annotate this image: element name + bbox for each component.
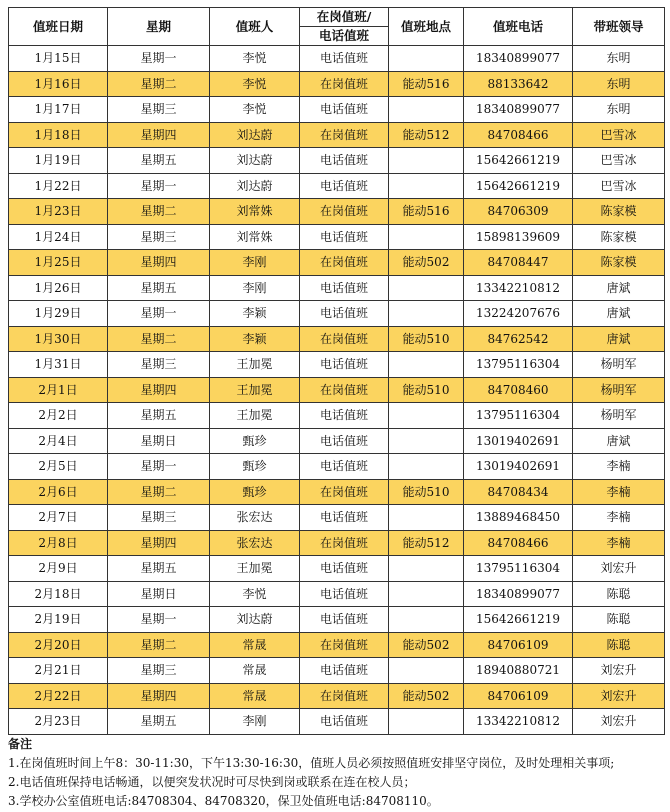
cell-weekday: 星期四: [108, 683, 210, 709]
cell-mode: 在岗值班: [300, 326, 389, 352]
cell-location: 能动510: [389, 479, 464, 505]
cell-phone: 18340899077: [464, 581, 573, 607]
cell-phone: 13019402691: [464, 428, 573, 454]
cell-date: 1月26日: [9, 275, 108, 301]
cell-person: 刘常姝: [210, 199, 300, 225]
cell-person: 张宏达: [210, 530, 300, 556]
cell-location: [389, 352, 464, 378]
cell-location: [389, 275, 464, 301]
table-row: [9, 122, 665, 148]
cell-leader: 杨明军: [573, 403, 665, 429]
cell-date: 2月22日: [9, 683, 108, 709]
cell-person: 王加冕: [210, 377, 300, 403]
cell-mode: 电话值班: [300, 454, 389, 480]
cell-leader: 刘宏升: [573, 709, 665, 735]
cell-date: 1月25日: [9, 250, 108, 276]
cell-person: 常晟: [210, 632, 300, 658]
cell-weekday: 星期一: [108, 607, 210, 633]
cell-weekday: 星期四: [108, 377, 210, 403]
cell-leader: 刘宏升: [573, 556, 665, 582]
cell-leader: 巴雪冰: [573, 173, 665, 199]
cell-person: 刘达蔚: [210, 148, 300, 174]
note-item-3: 3.学校办公室值班电话:84708304、84708320，保卫处值班电话:84708110。: [8, 794, 439, 808]
cell-leader: 东明: [573, 71, 665, 97]
cell-phone: 13795116304: [464, 403, 573, 429]
cell-phone: 15642661219: [464, 173, 573, 199]
cell-person: 李刚: [210, 250, 300, 276]
cell-weekday: 星期一: [108, 46, 210, 72]
cell-location: [389, 607, 464, 633]
cell-mode: 在岗值班: [300, 530, 389, 556]
cell-phone: 18340899077: [464, 97, 573, 123]
cell-location: [389, 505, 464, 531]
table-row: [9, 454, 665, 480]
cell-weekday: 星期日: [108, 581, 210, 607]
table-row: [9, 607, 665, 633]
cell-leader: 李楠: [573, 479, 665, 505]
cell-mode: 电话值班: [300, 505, 389, 531]
table-row: [9, 326, 665, 352]
cell-date: 2月18日: [9, 581, 108, 607]
cell-mode: 电话值班: [300, 352, 389, 378]
table-row: [9, 428, 665, 454]
cell-leader: 东明: [573, 46, 665, 72]
cell-phone: 84706109: [464, 632, 573, 658]
cell-leader: 刘宏升: [573, 683, 665, 709]
cell-date: 1月17日: [9, 97, 108, 123]
table-row: [9, 556, 665, 582]
cell-mode: 在岗值班: [300, 71, 389, 97]
cell-mode: 电话值班: [300, 709, 389, 735]
cell-mode: 电话值班: [300, 275, 389, 301]
cell-leader: 李楠: [573, 454, 665, 480]
cell-leader: 陈家模: [573, 199, 665, 225]
cell-date: 1月30日: [9, 326, 108, 352]
cell-location: [389, 97, 464, 123]
cell-weekday: 星期四: [108, 530, 210, 556]
cell-weekday: 星期日: [108, 428, 210, 454]
cell-phone: 13889468450: [464, 505, 573, 531]
cell-location: 能动502: [389, 683, 464, 709]
cell-mode: 电话值班: [300, 403, 389, 429]
cell-weekday: 星期五: [108, 275, 210, 301]
header-row: [9, 8, 665, 27]
cell-date: 1月23日: [9, 199, 108, 225]
cell-leader: 巴雪冰: [573, 122, 665, 148]
cell-person: 王加冕: [210, 403, 300, 429]
table-row: [9, 46, 665, 72]
cell-phone: 84706109: [464, 683, 573, 709]
cell-location: [389, 454, 464, 480]
cell-weekday: 星期二: [108, 326, 210, 352]
cell-weekday: 星期三: [108, 658, 210, 684]
cell-person: 李颖: [210, 301, 300, 327]
cell-person: 李悦: [210, 581, 300, 607]
cell-location: 能动510: [389, 377, 464, 403]
cell-location: [389, 581, 464, 607]
header-date: 值班日期: [9, 8, 108, 46]
cell-weekday: 星期二: [108, 199, 210, 225]
cell-phone: 15642661219: [464, 148, 573, 174]
cell-location: [389, 173, 464, 199]
table-row: [9, 199, 665, 225]
cell-weekday: 星期一: [108, 301, 210, 327]
table-row: [9, 71, 665, 97]
cell-phone: 13342210812: [464, 709, 573, 735]
cell-weekday: 星期五: [108, 709, 210, 735]
cell-person: 李悦: [210, 46, 300, 72]
cell-mode: 电话值班: [300, 173, 389, 199]
cell-mode: 电话值班: [300, 607, 389, 633]
cell-leader: 陈聪: [573, 632, 665, 658]
table-row: [9, 173, 665, 199]
header-leader: 带班领导: [573, 8, 665, 46]
cell-date: 2月4日: [9, 428, 108, 454]
table-row: [9, 250, 665, 276]
cell-phone: 84708447: [464, 250, 573, 276]
table-row: [9, 352, 665, 378]
cell-leader: 刘宏升: [573, 658, 665, 684]
cell-weekday: 星期五: [108, 556, 210, 582]
header-phone: 值班电话: [464, 8, 573, 46]
cell-mode: 电话值班: [300, 97, 389, 123]
table-row: [9, 301, 665, 327]
cell-mode: 在岗值班: [300, 632, 389, 658]
cell-weekday: 星期二: [108, 479, 210, 505]
note-item-2: 2.电话值班保持电话畅通，以便突发状况时可尽快到岗或联系在连在校人员；: [8, 775, 416, 789]
cell-leader: 陈聪: [573, 607, 665, 633]
cell-date: 1月15日: [9, 46, 108, 72]
cell-weekday: 星期一: [108, 454, 210, 480]
cell-location: 能动510: [389, 326, 464, 352]
cell-weekday: 星期五: [108, 403, 210, 429]
cell-mode: 电话值班: [300, 658, 389, 684]
table-row: [9, 581, 665, 607]
cell-mode: 电话值班: [300, 428, 389, 454]
notes-section: [8, 735, 664, 811]
cell-phone: 13795116304: [464, 556, 573, 582]
cell-date: 2月6日: [9, 479, 108, 505]
cell-leader: 陈家模: [573, 250, 665, 276]
cell-person: 刘常姝: [210, 224, 300, 250]
table-row: [9, 377, 665, 403]
table-row: [9, 505, 665, 531]
cell-location: [389, 709, 464, 735]
cell-location: [389, 658, 464, 684]
cell-phone: 84708460: [464, 377, 573, 403]
cell-phone: 13224207676: [464, 301, 573, 327]
cell-phone: 84762542: [464, 326, 573, 352]
cell-leader: 陈聪: [573, 581, 665, 607]
cell-date: 2月21日: [9, 658, 108, 684]
cell-location: 能动516: [389, 199, 464, 225]
cell-date: 2月8日: [9, 530, 108, 556]
cell-weekday: 星期三: [108, 505, 210, 531]
cell-leader: 杨明军: [573, 377, 665, 403]
cell-phone: 84706309: [464, 199, 573, 225]
cell-date: 1月22日: [9, 173, 108, 199]
table-row: [9, 683, 665, 709]
cell-mode: 电话值班: [300, 148, 389, 174]
header-mode-bottom: 电话值班: [300, 27, 389, 46]
cell-location: [389, 148, 464, 174]
cell-person: 李刚: [210, 275, 300, 301]
cell-location: [389, 224, 464, 250]
cell-weekday: 星期五: [108, 148, 210, 174]
cell-location: [389, 301, 464, 327]
cell-location: 能动516: [389, 71, 464, 97]
header-weekday: 星期: [108, 8, 210, 46]
table-row: [9, 275, 665, 301]
cell-mode: 在岗值班: [300, 250, 389, 276]
cell-person: 甄珍: [210, 454, 300, 480]
cell-location: [389, 556, 464, 582]
header-location: 值班地点: [389, 8, 464, 46]
cell-person: 甄珍: [210, 428, 300, 454]
cell-weekday: 星期二: [108, 632, 210, 658]
cell-location: 能动502: [389, 250, 464, 276]
cell-date: 2月9日: [9, 556, 108, 582]
cell-mode: 在岗值班: [300, 479, 389, 505]
table-row: [9, 658, 665, 684]
cell-leader: 唐斌: [573, 428, 665, 454]
cell-mode: 电话值班: [300, 301, 389, 327]
cell-mode: 电话值班: [300, 46, 389, 72]
cell-phone: 84708466: [464, 122, 573, 148]
cell-phone: 15642661219: [464, 607, 573, 633]
cell-weekday: 星期三: [108, 97, 210, 123]
table-row: [9, 224, 665, 250]
cell-date: 1月18日: [9, 122, 108, 148]
cell-mode: 电话值班: [300, 224, 389, 250]
cell-leader: 东明: [573, 97, 665, 123]
cell-date: 1月31日: [9, 352, 108, 378]
notes-title: 备注: [8, 737, 33, 751]
cell-mode: 电话值班: [300, 556, 389, 582]
cell-date: 1月19日: [9, 148, 108, 174]
cell-person: 刘达蔚: [210, 122, 300, 148]
cell-leader: 杨明军: [573, 352, 665, 378]
cell-person: 刘达蔚: [210, 607, 300, 633]
table-row: [9, 97, 665, 123]
cell-weekday: 星期二: [108, 71, 210, 97]
cell-date: 2月2日: [9, 403, 108, 429]
table-row: [9, 148, 665, 174]
header-mode-top: 在岗值班/: [300, 8, 389, 27]
cell-phone: 13019402691: [464, 454, 573, 480]
cell-date: 2月23日: [9, 709, 108, 735]
cell-phone: 18940880721: [464, 658, 573, 684]
cell-leader: 唐斌: [573, 275, 665, 301]
cell-location: [389, 403, 464, 429]
cell-location: 能动512: [389, 530, 464, 556]
cell-person: 李悦: [210, 97, 300, 123]
cell-leader: 唐斌: [573, 326, 665, 352]
table-row: [9, 632, 665, 658]
duty-table: [8, 7, 665, 735]
cell-leader: 李楠: [573, 530, 665, 556]
table-row: [9, 709, 665, 735]
cell-mode: 在岗值班: [300, 199, 389, 225]
cell-weekday: 星期四: [108, 122, 210, 148]
duty-schedule: [8, 7, 665, 735]
cell-weekday: 星期三: [108, 224, 210, 250]
cell-weekday: 星期三: [108, 352, 210, 378]
cell-person: 李刚: [210, 709, 300, 735]
cell-person: 常晟: [210, 658, 300, 684]
cell-location: [389, 428, 464, 454]
cell-person: 张宏达: [210, 505, 300, 531]
cell-person: 刘达蔚: [210, 173, 300, 199]
cell-phone: 84708466: [464, 530, 573, 556]
cell-date: 1月16日: [9, 71, 108, 97]
cell-person: 王加冕: [210, 556, 300, 582]
cell-mode: 在岗值班: [300, 683, 389, 709]
cell-leader: 巴雪冰: [573, 148, 665, 174]
cell-date: 2月7日: [9, 505, 108, 531]
cell-phone: 18340899077: [464, 46, 573, 72]
cell-person: 王加冕: [210, 352, 300, 378]
cell-mode: 在岗值班: [300, 377, 389, 403]
cell-leader: 李楠: [573, 505, 665, 531]
cell-leader: 唐斌: [573, 301, 665, 327]
cell-date: 2月20日: [9, 632, 108, 658]
table-row: [9, 403, 665, 429]
cell-date: 1月29日: [9, 301, 108, 327]
cell-location: 能动502: [389, 632, 464, 658]
cell-mode: 电话值班: [300, 581, 389, 607]
cell-date: 2月19日: [9, 607, 108, 633]
cell-person: 甄珍: [210, 479, 300, 505]
cell-date: 2月5日: [9, 454, 108, 480]
cell-phone: 13795116304: [464, 352, 573, 378]
table-row: [9, 479, 665, 505]
cell-weekday: 星期一: [108, 173, 210, 199]
cell-person: 李悦: [210, 71, 300, 97]
cell-date: 1月24日: [9, 224, 108, 250]
cell-mode: 在岗值班: [300, 122, 389, 148]
cell-weekday: 星期四: [108, 250, 210, 276]
cell-date: 2月1日: [9, 377, 108, 403]
cell-location: [389, 46, 464, 72]
cell-phone: 84708434: [464, 479, 573, 505]
cell-person: 常晟: [210, 683, 300, 709]
cell-leader: 陈家模: [573, 224, 665, 250]
table-body: [9, 46, 665, 735]
cell-person: 李颖: [210, 326, 300, 352]
note-item-1: 1.在岗值班时间上午8：30-11:30，下午13:30-16:30，值班人员必须按照值班安排坚守岗位，及时处理相关事项;: [8, 756, 615, 770]
header-person: 值班人: [210, 8, 300, 46]
cell-phone: 15898139609: [464, 224, 573, 250]
cell-location: 能动512: [389, 122, 464, 148]
cell-phone: 13342210812: [464, 275, 573, 301]
cell-phone: 88133642: [464, 71, 573, 97]
table-row: [9, 530, 665, 556]
